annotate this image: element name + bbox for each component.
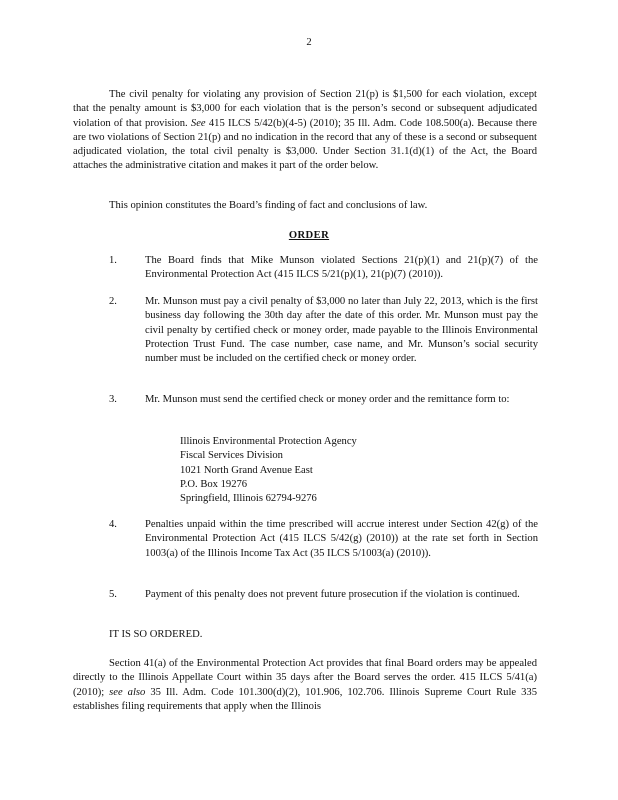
order-item-text: Payment of this penalty does not prevent future prosecution if the violation is continued. bbox=[145, 589, 520, 600]
appeal-text: Section 41(a) of the Environmental Protection Act provides that final Board orders may be appealed directly to the Illinois Appellate Court within 35 days after the Board serves the order. 415 ILCS 5/41(a) (2010); bbox=[73, 658, 537, 698]
it-is-so-ordered: IT IS SO ORDERED. bbox=[109, 629, 203, 640]
address-line: Illinois Environmental Protection Agency bbox=[180, 436, 357, 447]
order-item-number: 1. bbox=[109, 255, 117, 266]
order-item-text: Penalties unpaid within the time prescribed will accrue interest under Section 42(g) of the Environmental Protection Act (415 ILCS 5/42(g) (2010)) at the rate set forth in Section 1003(a) of the Illinois Income Tax Act (35 ILCS 5/1003(a) (2010)). bbox=[145, 519, 538, 559]
order-item-text: The Board finds that Mike Munson violated Sections 21(p)(1) and 21(p)(7) of the Environmental Protection Act (415 ILCS 5/21(p)(1), 21(p)(7) (2010)). bbox=[145, 255, 538, 281]
see-also-signal: see also bbox=[109, 686, 146, 698]
address-line: Fiscal Services Division bbox=[180, 450, 283, 462]
order-item-number: 3. bbox=[109, 394, 117, 405]
order-heading: ORDER bbox=[288, 230, 330, 241]
remittance-address bbox=[180, 435, 357, 506]
order-item-text: Mr. Munson must send the certified check or money order and the remittance form to: bbox=[145, 394, 510, 405]
address-line: 1021 North Grand Avenue East bbox=[180, 464, 313, 476]
address-line: Springfield, Illinois 62794-9276 bbox=[180, 493, 317, 505]
penalty-paragraph bbox=[73, 88, 537, 174]
page-number: 2 bbox=[306, 37, 312, 48]
order-item-text: Mr. Munson must pay a civil penalty of $3,000 no later than July 22, 2013, which is the first business day following the 30th day after the date of this order. Mr. Munson must pay the civil penalty by certified check or money order, made payable to the Illinois Environmental Protection Trust Fund. The case number, case name, and Mr. Munson’s social security number must be included on the certified check or money order. bbox=[145, 296, 538, 365]
order-item-number: 4. bbox=[109, 519, 117, 530]
see-signal: See bbox=[190, 117, 206, 129]
order-item-number: 2. bbox=[109, 296, 117, 307]
penalty-text-rest: 415 ILCS 5/42(b)(4-5) (2010); 35 Ill. Adm. Code 108.500(a). Because there are two violations of Section 21(p) and no indication in the record that any of these is a second or subsequent adjudicated violation, the total civil penalty is $3,000. Under Section 31.1(d)(1) of the Act, the Board attaches the administrative citation and makes it part of the order below. bbox=[73, 117, 537, 172]
opinion-paragraph: This opinion constitutes the Board’s finding of fact and conclusions of law. bbox=[109, 200, 428, 211]
address-line: P.O. Box 19276 bbox=[180, 478, 248, 490]
order-item-number: 5. bbox=[109, 589, 117, 600]
appeal-paragraph bbox=[73, 657, 537, 714]
appeal-text-rest: 35 Ill. Adm. Code 101.300(d)(2), 101.906, 102.706. Illinois Supreme Court Rule 335 establishes filing requirements that apply when the Illinois bbox=[73, 686, 537, 712]
penalty-text: The civil penalty for violating any provision of Section 21(p) is $1,500 for each violation, except that the penalty amount is $3,000 for each violation that is the person’s second or subsequent adjudicated violation of that provision. bbox=[73, 89, 537, 129]
